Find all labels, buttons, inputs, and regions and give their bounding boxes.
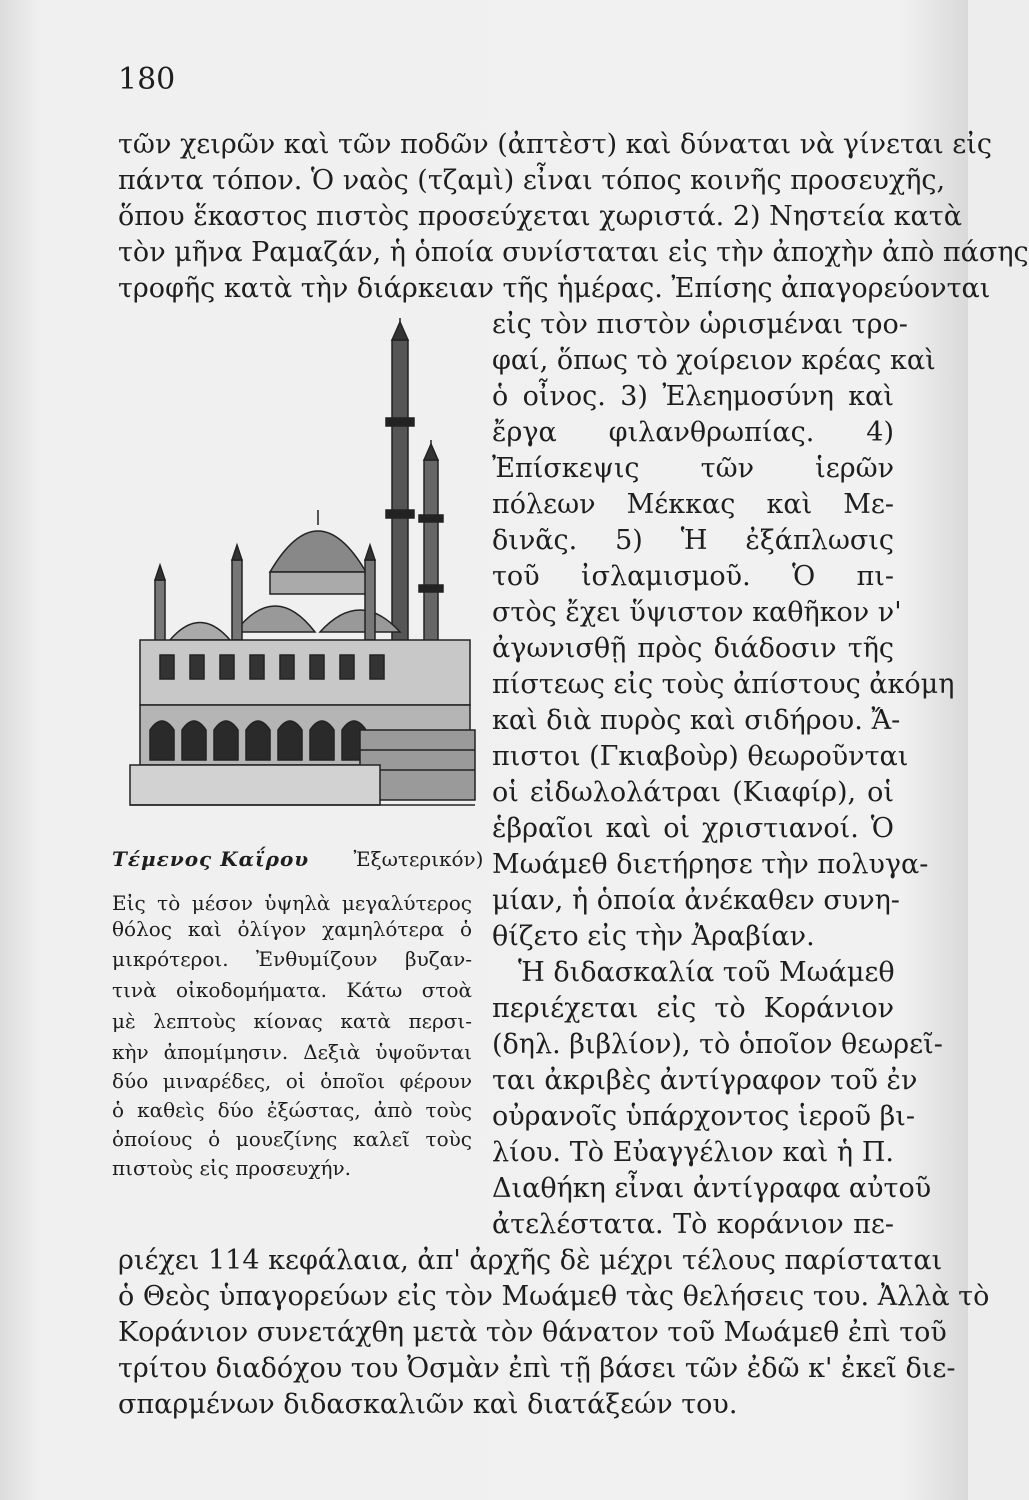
caption-line: θόλος καὶ ὀλίγον χαμηλότερα ὁ <box>112 917 472 941</box>
text-line: οὐρανοῖς ὑπάρχοντος ἱεροῦ βι- <box>492 1101 915 1132</box>
text-line: Μωάμεθ διετήρησε τὴν πολυγα- <box>492 849 929 880</box>
caption-line: δύο μιναρέδες, οἱ ὁποῖοι φέρουν <box>112 1069 472 1093</box>
caption-line: μὲ λεπτοὺς κίονας κατὰ περσι- <box>112 1009 472 1033</box>
mosque-illustration <box>120 310 480 830</box>
text-line: ριέχει 114 κεφάλαια, ἀπ' ἀρχῆς δὲ μέχρι τέλους παρίσταται <box>118 1245 943 1276</box>
text-line: εἰς τὸν πιστὸν ὡρισμέναι τρο- <box>492 309 908 340</box>
caption-line: ὁ καθεὶς δύο ἐξώστας, ἀπὸ τοὺς <box>112 1098 472 1122</box>
caption-line: κὴν ἀπομίμησιν. Δεξιὰ ὑψοῦνται <box>112 1040 472 1064</box>
text-line: πίστεως εἰς τοὺς ἀπίστους ἀκόμη <box>492 669 955 700</box>
text-line: τῶν χειρῶν καὶ τῶν ποδῶν (ἀπτὲστ) καὶ δύναται νὰ γίνεται εἰς <box>118 129 993 160</box>
text-line: Ἡ διδασκαλία τοῦ Μωάμεθ <box>518 957 895 988</box>
caption-line: ὁποίους ὁ μουεζίνης καλεῖ τοὺς <box>112 1127 472 1151</box>
text-line: ἑβραῖοι καὶ οἱ χριστιανοί. Ὁ <box>492 813 894 844</box>
text-line: πάντα τόπον. Ὁ ναὸς (τζαμὶ) εἶναι τόπος κοινῆς προσευχῆς, <box>118 165 946 196</box>
text-line: φαί, ὅπως τὸ χοίρειον κρέας καὶ <box>492 345 936 376</box>
text-line: καὶ διὰ πυρὸς καὶ σιδήρου. Ἄ- <box>492 705 901 736</box>
text-line: θίζετο εἰς τὴν Ἀραβίαν. <box>492 921 815 952</box>
text-line: πόλεων Μέκκας καὶ Με- <box>492 489 894 520</box>
text-line: τὸν μῆνα Ραμαζάν, ἡ ὁποία συνίσταται εἰς τὴν ἀποχὴν ἀπὸ πάσης <box>118 237 1029 268</box>
text-line: σπαρμένων διδασκαλιῶν καὶ διατάξεών του. <box>118 1389 738 1420</box>
text-line: τροφῆς κατὰ τὴν διάρκειαν τῆς ἡμέρας. Ἐπίσης ἀπαγορεύονται <box>118 273 991 304</box>
text-line: πιστοι (Γκιαβοὺρ) θεωροῦνται <box>492 741 909 772</box>
caption-line: μικρότεροι. Ἐνθυμίζουν βυζαν- <box>112 947 472 971</box>
text-line: ται ἀκριβὲς ἀντίγραφον τοῦ ἐν <box>492 1065 918 1096</box>
caption-line: πιστοὺς εἰς προσευχήν. <box>112 1156 351 1180</box>
text-line: (δηλ. βιβλίον), τὸ ὁποῖον θεωρεῖ- <box>492 1029 943 1060</box>
caption-line: τινὰ οἰκοδομήματα. Κάτω στοὰ <box>112 978 472 1002</box>
text-line: περιέχεται εἰς τὸ Κοράνιον <box>492 993 894 1024</box>
text-line: τρίτου διαδόχου του Ὀσμὰν ἐπὶ τῇ βάσει τῶν ἐδῶ κ' ἐκεῖ διε- <box>118 1353 956 1384</box>
text-line: Κοράνιον συνετάχθη μετὰ τὸν θάνατον τοῦ Μωάμεθ ἐπὶ τοῦ <box>118 1317 947 1348</box>
caption-title-rest: Ἐξωτερικόν) <box>353 847 484 871</box>
text-line: μίαν, ἡ ὁποία ἀνέκαθεν συνη- <box>492 885 900 916</box>
text-line: οἱ εἰδωλολάτραι (Κιαφίρ), οἱ <box>492 777 894 808</box>
caption-line: Εἰς τὸ μέσον ὑψηλὰ μεγαλύτερος <box>112 891 472 915</box>
text-line: τοῦ ἰσλαμισμοῦ. Ὁ πι- <box>492 561 894 592</box>
text-line: ὅπου ἕκαστος πιστὸς προσεύχεται χωριστά. 2) Νηστεία κατὰ <box>118 201 962 232</box>
text-line: στὸς ἔχει ὕψιστον καθῆκον ν' <box>492 597 902 628</box>
figure-caption-title <box>112 846 484 872</box>
page-number: 180 <box>118 62 176 97</box>
text-line: ἀτελέστατα. Τὸ κοράνιον πε- <box>492 1209 894 1240</box>
text-line: Διαθήκη εἶναι ἀντίγραφα αὐτοῦ <box>492 1173 932 1204</box>
text-line: δινᾶς. 5) Ἡ ἐξάπλωσις <box>492 525 894 556</box>
text-line: Ἐπίσκεψις τῶν ἱερῶν <box>492 453 894 484</box>
text-line: ὁ Θεὸς ὑπαγορεύων εἰς τὸν Μωάμεθ τὰς θελήσεις του. Ἀλλὰ τὸ <box>118 1281 990 1312</box>
text-line: ἀγωνισθῇ πρὸς διάδοσιν τῆς <box>492 633 894 664</box>
text-line: ὁ οἶνος. 3) Ἐλεημοσύνη καὶ <box>492 381 894 412</box>
caption-title-italic: Τέμενος Καΐρου <box>112 847 310 871</box>
text-line: ἔργα φιλανθρωπίας. 4) <box>492 417 894 448</box>
text-line: λίου. Τὸ Εὐαγγέλιον καὶ ἡ Π. <box>492 1137 894 1168</box>
